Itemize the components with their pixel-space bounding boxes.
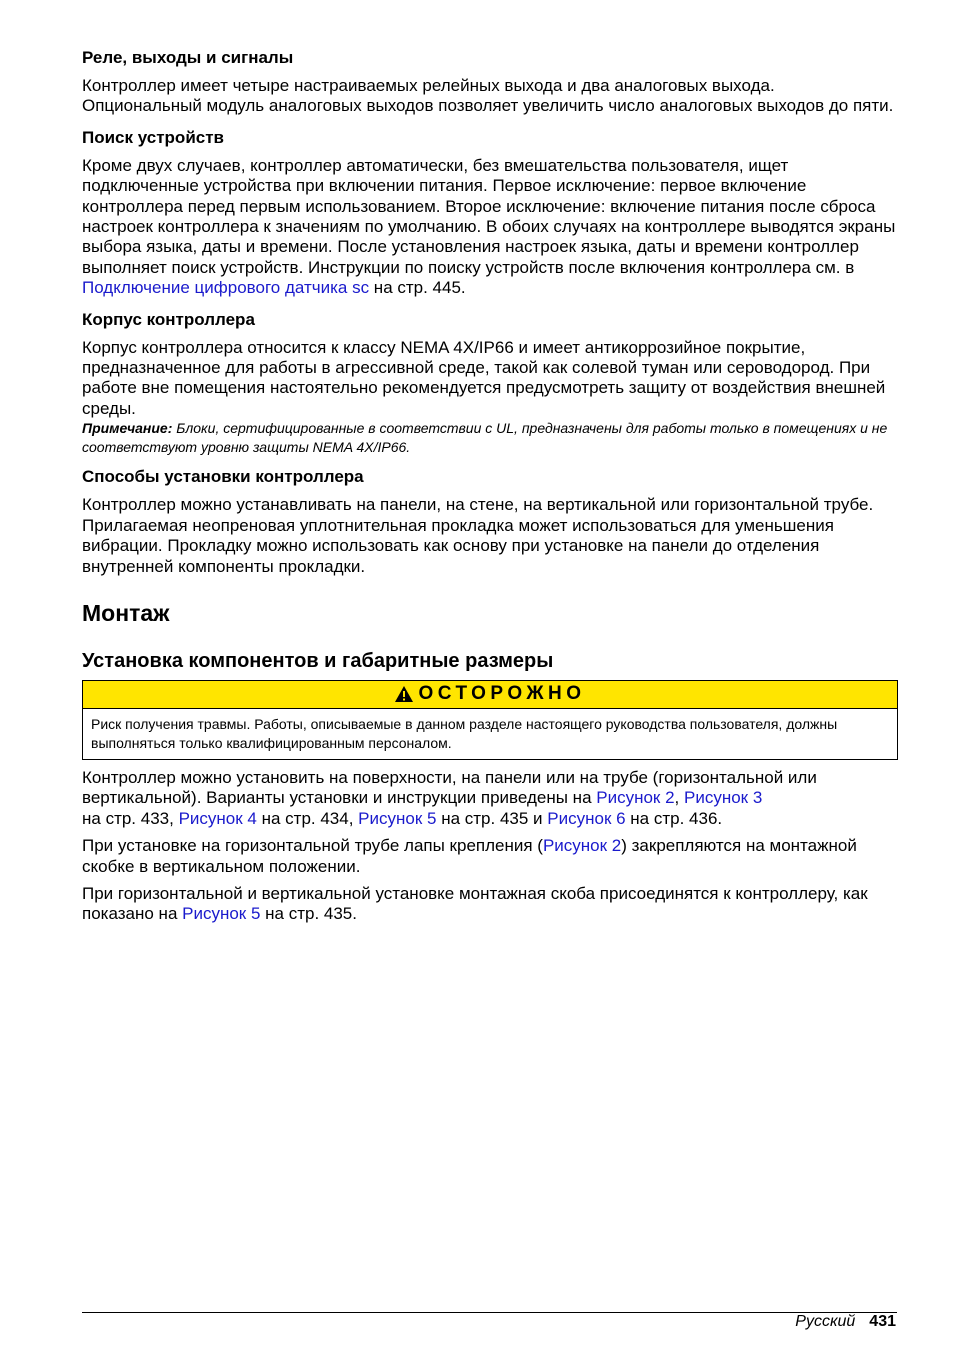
page-content [82, 0, 897, 925]
installation-para-2: При установке на горизонтальной трубе лапы крепления (Рисунок 2) закрепляются на монтажной скобке в вертикальном положении. [82, 836, 857, 876]
section-heading-relays: Реле, выходы и сигналы [82, 48, 294, 67]
caution-text: Риск получения травмы. Работы, описываемые в данном разделе настоящего руководства пользователя, должны выполняться только квалифицированным персоналом. [91, 715, 838, 751]
footer-language: Русский [795, 1313, 856, 1330]
link-figure-2-b[interactable]: Рисунок 2 [542, 836, 622, 856]
section-heading-mounting-options: Способы установки контроллера [82, 467, 364, 487]
section-body-relays: Контроллер имеет четыре настраиваемых релейных выхода и два аналоговых выхода. Опциональный модуль аналоговых выходов позволяет увеличить число аналоговых выходов до пяти. [82, 76, 894, 116]
link-figure-3[interactable]: Рисунок 3 [684, 788, 763, 808]
link-figure-4[interactable]: Рисунок 4 [178, 808, 257, 828]
caution-header [83, 681, 897, 709]
section-heading-device-scan: Поиск устройств [82, 127, 225, 147]
link-figure-5[interactable]: Рисунок 5 [358, 808, 437, 828]
section-heading-installation: Установка компонентов и габаритные размеры [82, 649, 554, 672]
section-body-mounting-options: Контроллер можно устанавливать на панели, на стене, на вертикальной или горизонтальной трубе. Прилагаемая неопреновая уплотнительная прокладка может использоваться для уменьшения вибрации. Прокладку можно использовать как основу при установке на панели до отделения внутренней компоненты прокладки. [82, 495, 874, 576]
installation-para-3: При горизонтальной и вертикальной установке монтажная скоба присоединятся к контроллеру, как показано на Рисунок 5 на стр. 435. [82, 883, 868, 924]
link-figure-5-b[interactable]: Рисунок 5 [182, 904, 261, 924]
warning-icon [394, 685, 414, 703]
note-label: Примечание: [82, 420, 173, 437]
link-sc-sensor[interactable]: Подключение цифрового датчика sc [82, 278, 370, 298]
page-footer [795, 1311, 896, 1333]
footer-divider [82, 1312, 897, 1313]
section-body-enclosure: Корпус контроллера относится к классу NEMA 4X/IP66 и имеет антикоррозийное покрытие, предназначенное для работы в агрессивной среде, такой как солевой туман или сероводород. При работе вне помещения настоятельно рекомендуется предусмотреть защиту от воздействия внешней среды. [82, 337, 886, 418]
section-heading-enclosure: Корпус контроллера [82, 309, 255, 329]
section-body-device-scan: Кроме двух случаев, контроллер автоматически, без вмешательства пользователя, ищет подключенные устройства при включении питания. Первое исключение: первое включение контроллера перед первым использованием. Второе исключение: включение питания после сброса настроек контроллера к значениям по умолчанию. В обоих случаях на контроллере выводятся экраны выбора языка, даты и времени. После установления настроек языка, даты и времени контроллер выполняет поиск устройств. Инструкции по поиску устройств после включения контроллера см. в Подключение цифрового датчика sc на стр. 445. [82, 155, 896, 298]
caution-box [82, 680, 898, 760]
chapter-title-mounting: Монтаж [82, 599, 170, 626]
page-number: 431 [869, 1313, 896, 1330]
link-figure-6[interactable]: Рисунок 6 [547, 808, 626, 828]
link-figure-2[interactable]: Рисунок 2 [596, 788, 675, 808]
caution-label: ОСТОРОЖНО [418, 683, 586, 705]
installation-para-1: Контроллер можно установить на поверхности, на панели или на трубе (горизонтальной или вертикальной). Варианты установки и инструкции приведены на Рисунок 2, Рисунок 3 на стр. 433, Рисунок 4 на стр. 434, Рисунок 5 на стр. 435 и Рисунок 6 на стр. 436. [82, 767, 817, 828]
enclosure-note: Примечание: Блоки, сертифицированные в соответствии с UL, предназначены для работы только в помещениях и не соответствуют уровню защиты NEMA 4X/IP66. [82, 420, 888, 455]
